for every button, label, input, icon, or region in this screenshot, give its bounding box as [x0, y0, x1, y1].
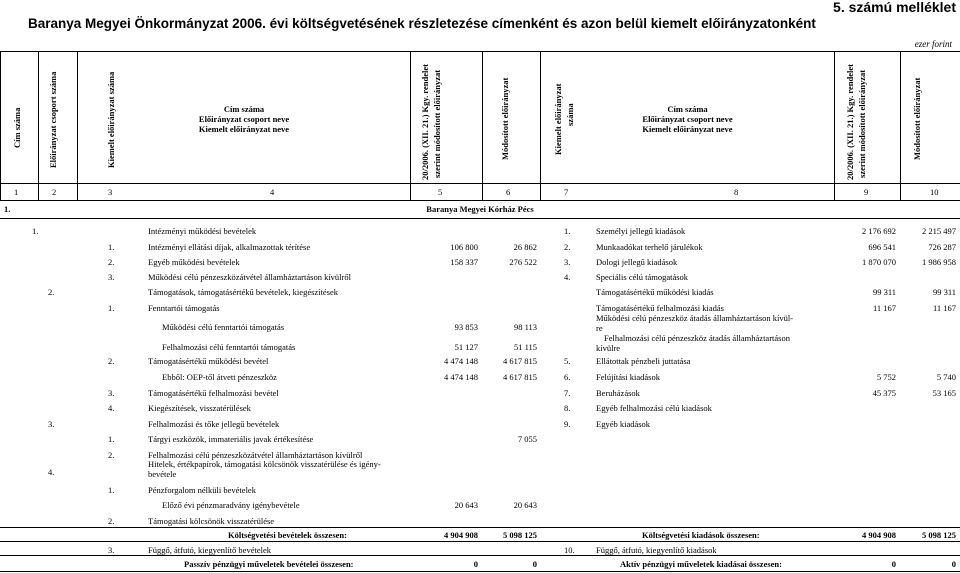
unit-label: ezer forint [914, 39, 952, 49]
expense-number: 5. [564, 356, 571, 366]
income-subname: Ebből: OEP-től átvett pénzeszköz [162, 372, 277, 382]
expense-number: 3. [564, 257, 571, 267]
expense-value-modified: 53 165 [932, 388, 956, 398]
income-name: Támogatási kölcsönök visszatérülése [148, 516, 275, 526]
expense-value-original: 1 870 070 [862, 257, 896, 267]
hitelek-line-2: bevétele [148, 469, 177, 479]
income-name: Intézményi ellátási díjak, alkalmazottak térítése [148, 242, 311, 252]
income-value-modified: 4 617 815 [503, 372, 537, 382]
income-name: Pénzforgalom nélküli bevételek [148, 485, 256, 495]
mukodesi-kivulre-line-1: Működési célú pénzeszköz átadás államháztartáson kívül- [596, 313, 794, 323]
item-number: 1. [108, 242, 115, 252]
item-number: 1. [108, 434, 115, 444]
income-name: Kiegészítések, visszatérülések [148, 403, 251, 413]
expense-number: 10. [564, 545, 575, 555]
expense-value-original: 5 752 [876, 372, 896, 382]
income-name: Fenntartói támogatás [148, 303, 220, 313]
mukodesi-kivulre-line-2: re [596, 323, 603, 333]
income-value-modified: 7 055 [517, 434, 537, 444]
aktiv-kiadasok-value-2: 0 [951, 559, 956, 569]
page-title: Baranya Megyei Önkormányzat 2006. évi költségvetésének részletezése címenként és azon belül kiemelt előirányzatonként [28, 16, 816, 31]
header-rendelet-1: 20/2006. (XII. 21.) Kgy. rendelet [420, 63, 430, 180]
item-number: 2. [108, 516, 115, 526]
income-subname: Működési célú fenntartói támogatás [162, 322, 285, 332]
kv-bevetelek-value-2: 5 098 125 [503, 530, 537, 540]
expense-number: 8. [564, 403, 571, 413]
header-modositott2: Módosított előirányzat [912, 77, 922, 160]
expense-value-modified: 11 167 [932, 303, 956, 313]
header-name-1: Cím száma [223, 104, 265, 114]
expense-name: Egyéb felhalmozási célú kiadások [596, 403, 712, 413]
aktiv-kiadasok-label: Aktív pénzügyi műveletek kiadásai összesen: [620, 559, 782, 569]
hitelek-line-1: Hitelek, értékpapírok, támogatási kölcsönök visszatérülése és igény- [148, 459, 381, 469]
passziv-bevetelek-label: Passzív pénzügyi műveletek bevételei összesen: [184, 559, 354, 569]
annex-label: 5. számú melléklet [833, 0, 956, 15]
colnum: 5 [438, 187, 443, 197]
colnum: 7 [564, 187, 569, 197]
income-value-modified: 276 522 [509, 257, 537, 267]
expense-number: 6. [564, 372, 571, 382]
income-value-original: 4 474 148 [444, 356, 478, 366]
expense-value-original: 696 541 [868, 242, 896, 252]
header-name-3: Kiemelt előirányzat neve [198, 124, 290, 134]
expense-name: Támogatásértékű működési kiadás [596, 287, 714, 297]
expense-name: Személyi jellegű kiadások [596, 226, 686, 236]
colnum: 10 [930, 187, 939, 197]
income-value-original: 93 853 [454, 322, 478, 332]
expense-number: 2. [564, 242, 571, 252]
colnum: 9 [864, 187, 869, 197]
expense-name: Felújítási kiadások [596, 372, 660, 382]
expense-name: Ellátottak pénzbeli juttatása [596, 356, 691, 366]
expense-value-modified: 2 215 497 [922, 226, 956, 236]
colnum: 8 [734, 187, 739, 197]
income-name: Egyéb működési bevételek [148, 257, 240, 267]
income-value-modified: 51 115 [513, 342, 537, 352]
group-number-4: 4. [48, 467, 55, 477]
expense-value-original: 2 176 692 [862, 226, 896, 236]
kv-kiadasok-value-2: 5 098 125 [922, 530, 956, 540]
expense-value-modified: 726 287 [928, 242, 956, 252]
expense-name: Dologi jellegű kiadások [596, 257, 678, 267]
expense-value-modified: 5 740 [936, 372, 956, 382]
item-number: 2. [108, 450, 115, 460]
income-subname: Felhalmozási célú fenntartói támogatás [162, 342, 296, 352]
aktiv-kiadasok-value-1: 0 [891, 559, 896, 569]
expense-name: Beruházások [596, 388, 640, 398]
income-value-modified: 20 643 [513, 500, 537, 510]
header-kiemelt2-2: száma [565, 103, 575, 126]
expense-value-original: 11 167 [872, 303, 896, 313]
passziv-bevetelek-value-2: 0 [532, 559, 537, 569]
section-title: Baranya Megyei Kórház Pécs [426, 204, 534, 214]
expense-value-original: 45 375 [872, 388, 896, 398]
item-number: 3. [108, 272, 115, 282]
income-value-original: 20 643 [454, 500, 478, 510]
item-number: 4. [108, 403, 115, 413]
expense-value-original: 99 311 [872, 287, 896, 297]
header-name2-1: Cím száma [667, 104, 708, 114]
income-value-original: 51 127 [454, 342, 478, 352]
income-value-original: 4 474 148 [444, 372, 478, 382]
item-number: 3. [108, 388, 115, 398]
item-number: 1. [108, 303, 115, 313]
expense-number: 9. [564, 419, 571, 429]
header-rendelet-2: szerint módosított előirányzat [432, 69, 442, 178]
income-name: Támogatásértékű működési bevétel [148, 356, 269, 366]
expense-number: 7. [564, 388, 571, 398]
income-name: Tárgyi eszközök, immateriális javak értékesítése [148, 434, 314, 444]
header-rendelet2-2: szerint módosított előirányzat [857, 69, 867, 178]
colnum: 3 [108, 187, 113, 197]
income-name: Függő, átfutó, kiegyenlítő bevételek [148, 545, 271, 555]
expense-value-modified: 99 311 [932, 287, 956, 297]
header-kiemelt-eloiranyzat: Kiemelt előirányzat száma [106, 71, 116, 168]
colnum: 2 [52, 187, 57, 197]
expense-name: Munkaadókat terhelő járulékok [596, 242, 703, 252]
expense-name: Függő, átfutó, kiegyenlítő kiadások [596, 545, 717, 555]
header-rendelet2-1: 20/2006. (XII. 21.) Kgy. rendelet [845, 63, 855, 180]
kv-kiadasok-label: Költségvetési kiadások összesen: [642, 530, 760, 540]
header-name2-3: Kiemelt előirányzat neve [642, 124, 733, 134]
colnum: 1 [14, 187, 19, 197]
income-value-modified: 4 617 815 [503, 356, 537, 366]
income-subname: Előző évi pénzmaradvány igénybevétele [162, 500, 300, 510]
header-name-2: Előirányzat csoport neve [198, 114, 290, 124]
colnum: 4 [270, 187, 275, 197]
expense-name: Támogatásértékű felhalmozási kiadás [596, 303, 724, 313]
item-number: 2. [108, 257, 115, 267]
income-name: Felhalmozási és tőke jellegű bevételek [148, 419, 280, 429]
header-cim-szama: Cím száma [12, 107, 22, 148]
income-value-modified: 26 862 [513, 242, 537, 252]
colnum: 6 [506, 187, 511, 197]
item-number: 2. [108, 356, 115, 366]
expense-name: Speciális célú támogatások [596, 272, 689, 282]
felhalm-kivulre-line-1: Felhalmozási célú pénzeszköz átadás államháztartáson [604, 333, 790, 343]
group-number: 3. [48, 419, 55, 429]
expense-value-modified: 1 986 958 [922, 257, 956, 267]
section-number: 1. [4, 204, 11, 214]
income-name: Intézményi működési bevételek [148, 226, 257, 236]
header-kiemelt2-1: Kiemelt előirányzat [553, 83, 563, 155]
income-name: Működési célú pénzeszközátvétel államháztartáson kívülről [148, 272, 351, 282]
expense-number: 1. [564, 226, 571, 236]
expense-number: 4. [564, 272, 571, 282]
item-number: 1. [108, 485, 115, 495]
income-name: Támogatásértékű felhalmozási bevétel [148, 388, 279, 398]
kv-bevetelek-label: Költségvetési bevételek összesen: [228, 530, 347, 540]
item-number: 3. [108, 545, 115, 555]
group-number: 1. [32, 226, 39, 236]
kv-bevetelek-value-1: 4 904 908 [444, 530, 478, 540]
income-name: Felhalmozási célú pénzeszközátvétel államháztartáson kívülről [148, 450, 363, 460]
kv-kiadasok-value-1: 4 904 908 [862, 530, 896, 540]
income-value-original: 158 337 [450, 257, 478, 267]
income-name: Támogatások, támogatásértékű bevételek, kiegészítések [148, 287, 338, 297]
header-modositott: Módosított előirányzat [500, 77, 510, 160]
expense-name: Egyéb kiadások [596, 419, 651, 429]
felhalm-kivulre-line-2: kívülre [596, 343, 621, 353]
income-value-original: 106 800 [450, 242, 478, 252]
header-eloiranyzat-csoport: Előirányzat csoport száma [48, 71, 58, 168]
income-value-modified: 98 113 [513, 322, 537, 332]
passziv-bevetelek-value-1: 0 [473, 559, 478, 569]
group-number: 2. [48, 287, 55, 297]
header-name2-2: Előirányzat csoport neve [642, 114, 733, 124]
